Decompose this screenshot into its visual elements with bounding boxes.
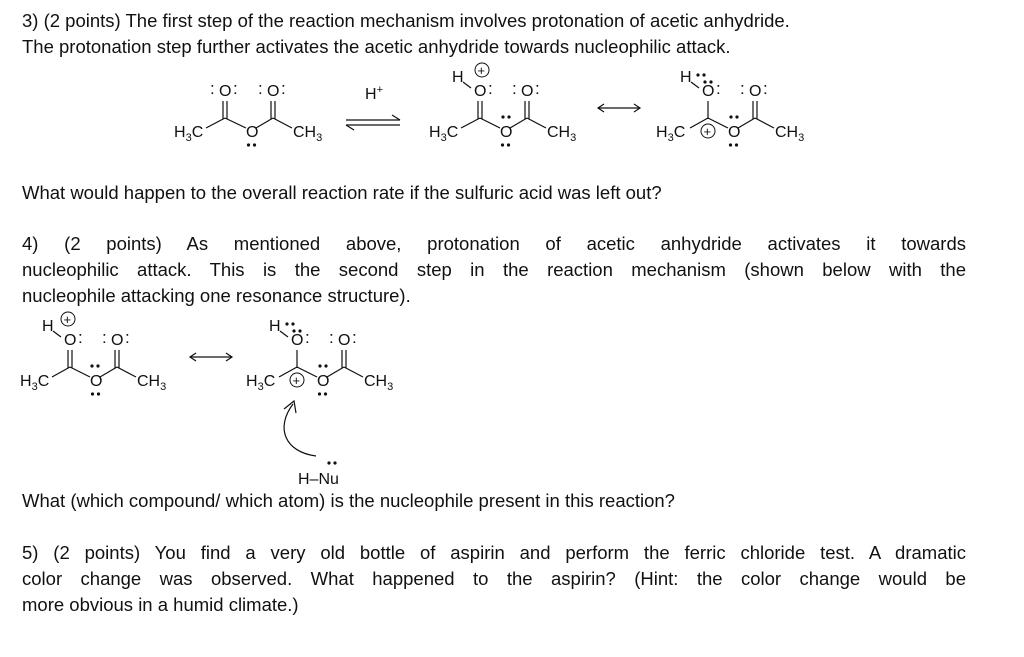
svg-text:+: +: [477, 63, 486, 78]
svg-text:CH3: $CH_3$: [364, 373, 394, 393]
q5-line-3: more obvious in a humid climate.): [22, 594, 299, 615]
svg-text::: :: [258, 79, 263, 98]
svg-text:H+: H+: [365, 84, 383, 103]
svg-text:O: O: [474, 83, 487, 100]
svg-text::: :: [305, 328, 310, 347]
svg-text:H: H: [680, 69, 692, 86]
q3-line-2: The protonation step further activates the acetic anhydride towards nucleophilic attack.: [22, 36, 731, 57]
svg-text::: :: [329, 328, 334, 347]
svg-text:O: O: [90, 373, 103, 390]
svg-text::: :: [488, 79, 493, 98]
svg-text:CH3: $CH_3$: [547, 124, 577, 144]
svg-text:H3C: $H_3C$: [174, 124, 204, 144]
svg-text:O: O: [111, 332, 124, 349]
svg-text::: :: [716, 79, 721, 98]
svg-text:+: +: [292, 373, 301, 388]
svg-text:H: H: [269, 318, 281, 335]
svg-text::: :: [210, 79, 215, 98]
svg-text:O: O: [291, 332, 304, 349]
svg-text::: :: [102, 328, 107, 347]
svg-text:O: O: [749, 83, 762, 100]
svg-text:O: O: [728, 124, 741, 141]
resonance-arrow-2: [190, 353, 232, 361]
svg-text:H: H: [452, 69, 464, 86]
svg-text::: :: [281, 79, 286, 98]
q4-line-1: 4) (2 points) As mentioned above, protonation of acetic anhydride activates it towards: [22, 233, 966, 254]
svg-text:CH3: $CH_3$: [293, 124, 323, 144]
svg-text:O: O: [64, 332, 77, 349]
svg-text:H3C: $H_3C$: [246, 373, 276, 393]
svg-text::: :: [125, 328, 130, 347]
q4-line-2: nucleophilic attack. This is the second step in the reaction mechanism (shown below with the: [22, 259, 966, 280]
svg-text:H: H: [42, 318, 54, 335]
q3-line-1: 3) (2 points) The first step of the reaction mechanism involves protonation of acetic anhydride.: [22, 10, 790, 31]
q4-question: What (which compound/ which atom) is the nucleophile present in this reaction?: [22, 490, 675, 511]
svg-text:H–Nu: H–Nu: [298, 471, 339, 488]
svg-text:+: +: [63, 312, 72, 327]
svg-text::: :: [512, 79, 517, 98]
svg-text:CH3: $CH_3$: [137, 373, 167, 393]
svg-text:O: O: [500, 124, 513, 141]
q5-statement: [22, 540, 966, 618]
svg-text:O: O: [219, 83, 232, 100]
svg-text:O: O: [317, 373, 330, 390]
q5-line-1: 5) (2 points) You find a very old bottle of aspirin and perform the ferric chloride test. A dramatic: [22, 542, 966, 563]
svg-text:O: O: [521, 83, 534, 100]
q3-question: What would happen to the overall reaction rate if the sulfuric acid was left out?: [22, 182, 662, 203]
svg-text:H3C: $H_3C$: [20, 373, 50, 393]
svg-text::: :: [740, 79, 745, 98]
svg-text:H3C: $H_3C$: [656, 124, 686, 144]
svg-text::: :: [352, 328, 357, 347]
q4-line-3: nucleophile attacking one resonance structure).: [22, 285, 411, 306]
nucleophile-structure: [298, 461, 339, 488]
svg-text:+: +: [703, 124, 712, 139]
svg-text:O: O: [267, 83, 280, 100]
svg-text::: :: [78, 328, 83, 347]
svg-text::: :: [763, 79, 768, 98]
svg-text:O: O: [702, 83, 715, 100]
resonance-structure-2: [246, 318, 393, 396]
svg-text:CH3: $CH_3$: [775, 124, 805, 144]
attack-arrow: [284, 401, 316, 456]
svg-text::: :: [535, 79, 540, 98]
svg-text:H3C: $H_3C$: [429, 124, 459, 144]
q5-line-2: color change was observed. What happened to the aspirin? (Hint: the color change would be: [22, 568, 966, 589]
svg-text:O: O: [338, 332, 351, 349]
svg-text::: :: [233, 79, 238, 98]
protonated-anhydride-structure-2: [20, 312, 166, 396]
svg-text:O: O: [246, 124, 259, 141]
